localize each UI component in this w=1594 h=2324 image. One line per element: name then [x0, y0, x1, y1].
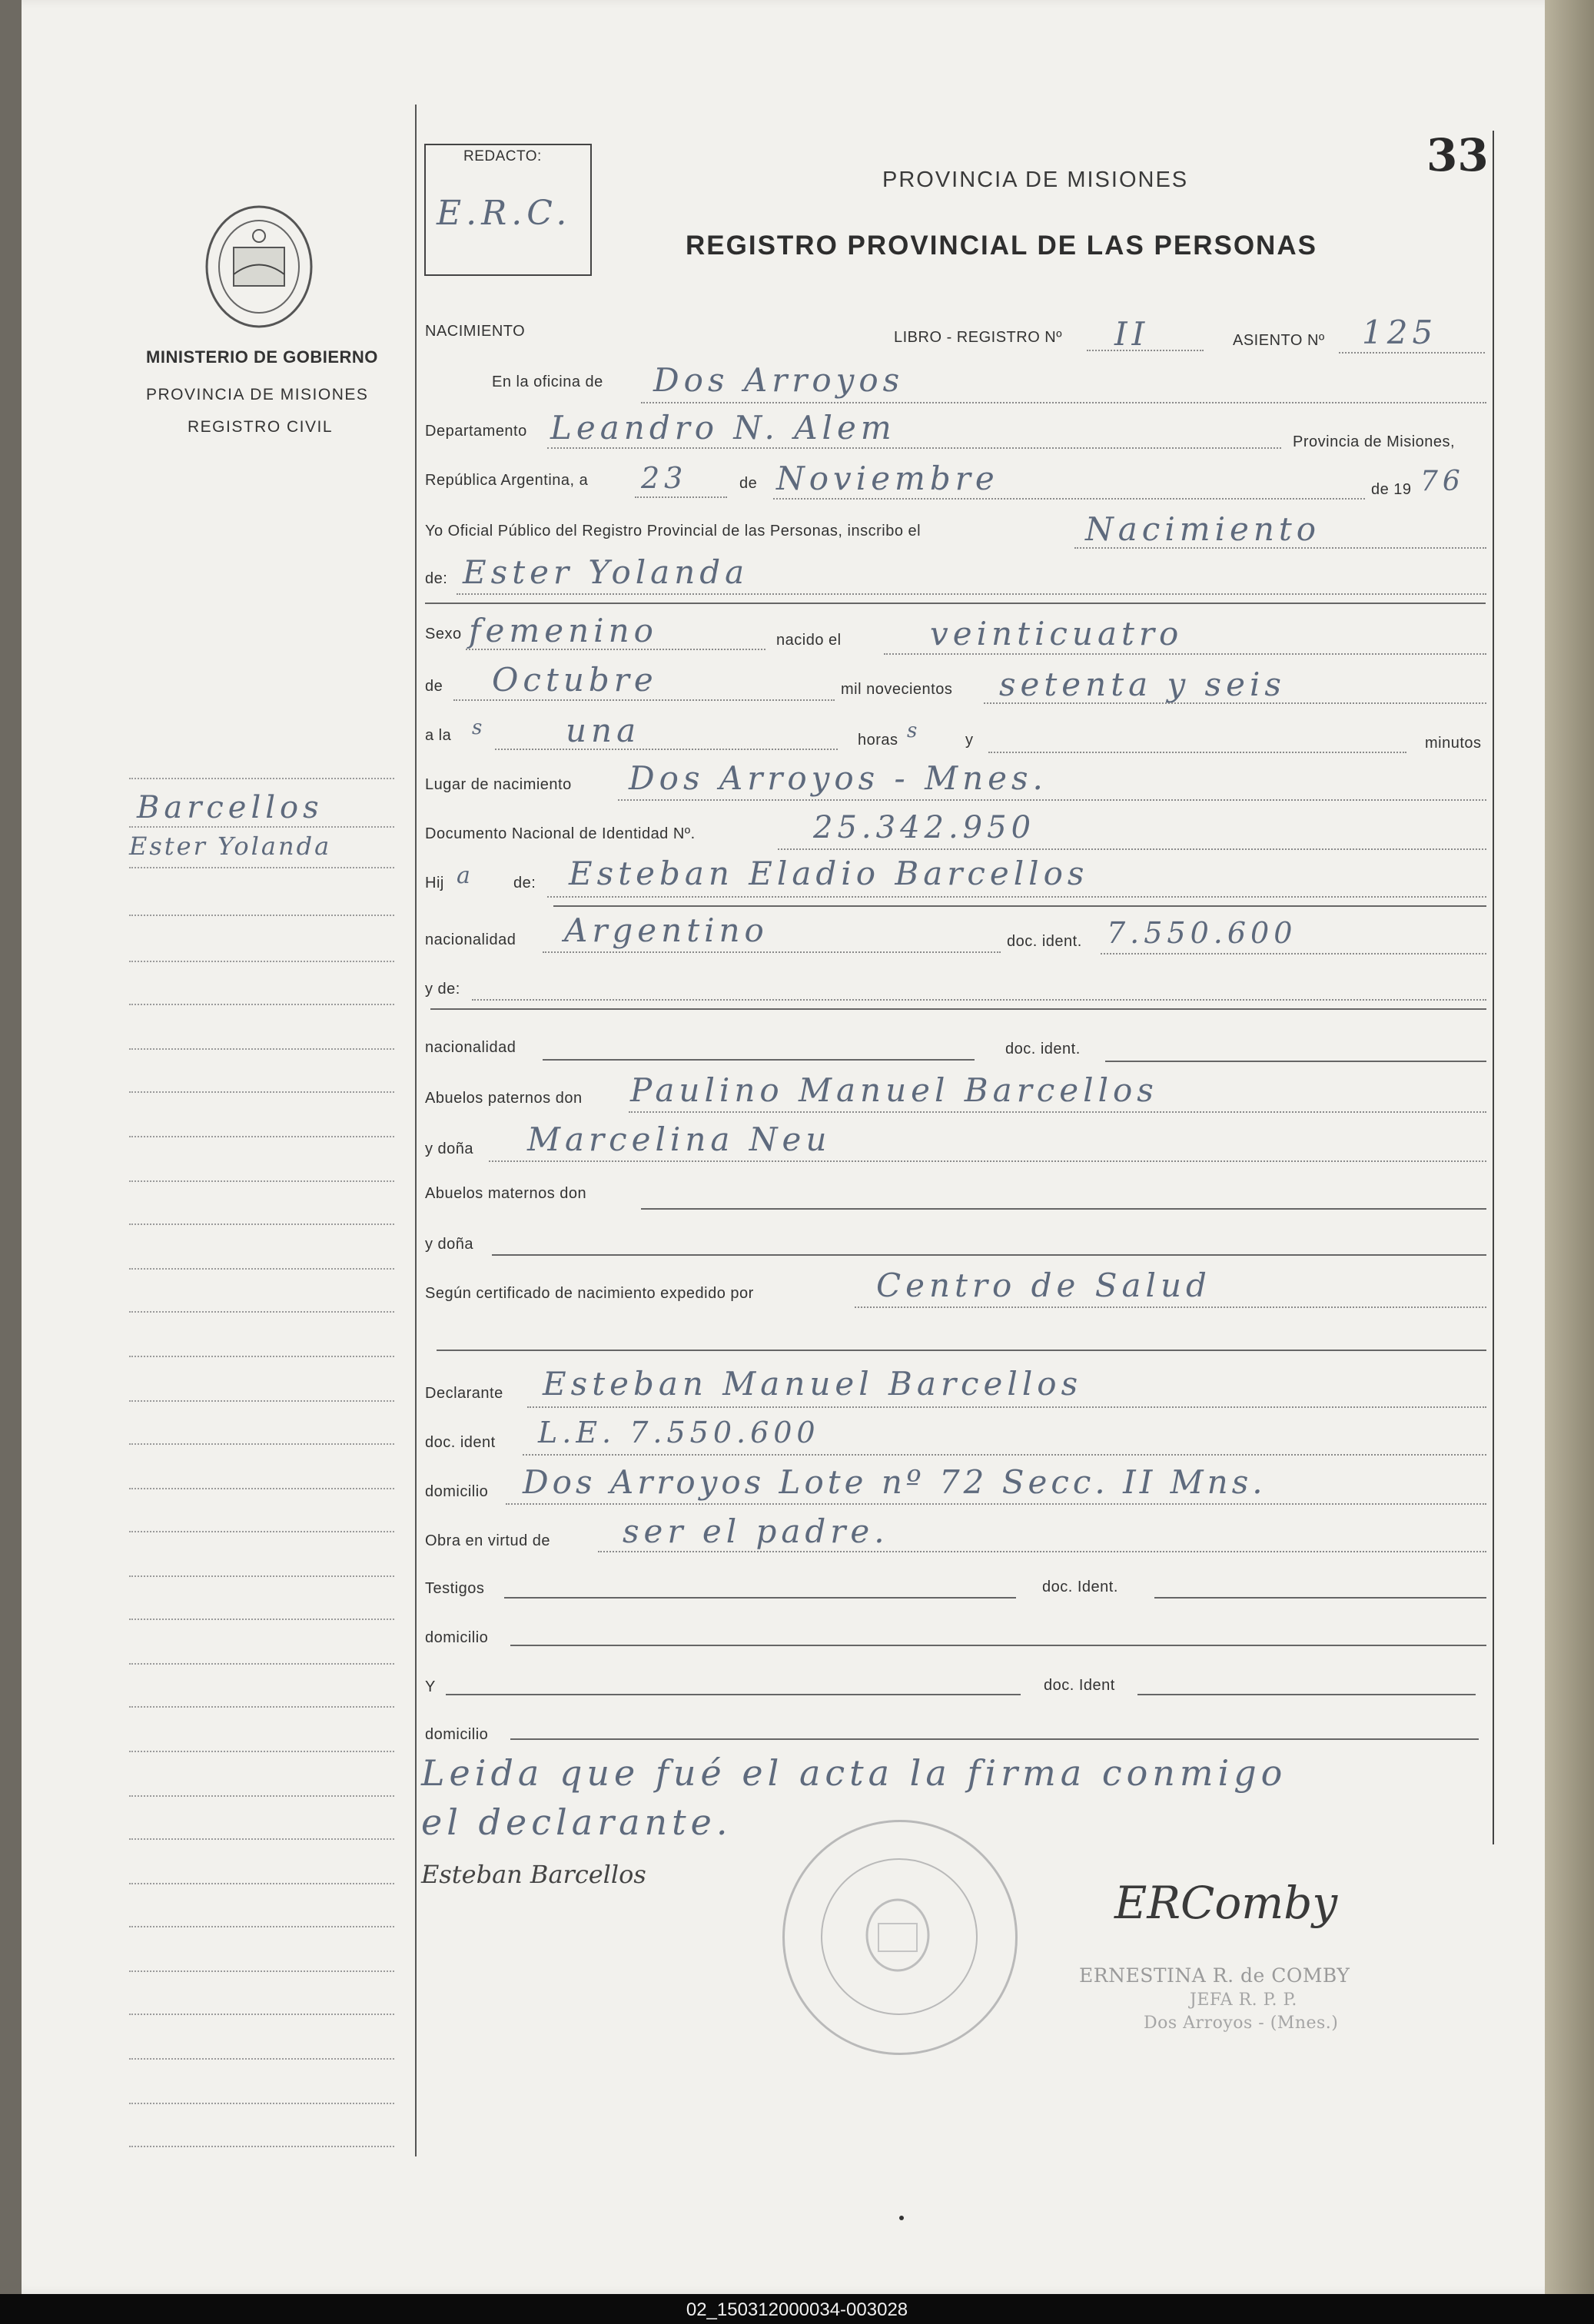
margin-note-given-names: Ester Yolanda: [129, 832, 332, 861]
minutos-line: [988, 752, 1406, 753]
nacionalidad-padre-value: Argentino: [564, 911, 769, 949]
redacto-label: REDACTO:: [463, 148, 542, 164]
hora-line: [495, 749, 838, 750]
dni-label: Documento Nacional de Identidad Nº.: [425, 825, 696, 842]
obra-value: ser el padre.: [623, 1512, 889, 1550]
docident3-label: doc. ident: [425, 1434, 496, 1451]
acto-value: Nacimiento: [1085, 510, 1321, 548]
domicilio-line: [506, 1503, 1486, 1505]
margin-line: [129, 1926, 394, 1927]
nacionalidad-madre-line: [543, 1059, 975, 1061]
yde-label: y de:: [425, 981, 460, 998]
libro-label: LIBRO - REGISTRO Nº: [894, 329, 1063, 346]
oficial-label: Yo Oficial Público del Registro Provincial de las Personas, inscribo el: [425, 523, 922, 540]
right-rule: [1493, 131, 1494, 1844]
anio-label: de 19: [1371, 481, 1412, 498]
nombre-line: [457, 593, 1486, 595]
official-name: ERNESTINA R. de COMBY: [1079, 1964, 1350, 1987]
sexo-label: Sexo: [425, 626, 462, 642]
redacto-initials: E.R.C.: [437, 194, 572, 233]
margin-note-surname: Barcellos: [137, 790, 324, 825]
divider-line: [553, 905, 1486, 907]
image-caption: 02_150312000034-003028: [686, 2299, 908, 2320]
doc-declarante-value: L.E. 7.550.600: [538, 1416, 820, 1449]
margin-line: [129, 1706, 394, 1708]
nacido-label: nacido el: [776, 632, 842, 649]
closing-line-1: Leida que fué el acta la firma conmigo: [421, 1752, 1287, 1794]
page-number: 33: [1426, 129, 1489, 181]
domicilio-label: domicilio: [425, 1483, 489, 1500]
lugar-line: [618, 799, 1486, 801]
padre-line: [547, 896, 1486, 898]
de-label: de: [739, 475, 758, 492]
margin-line: [129, 1136, 394, 1137]
lugar-label: Lugar de nacimiento: [425, 776, 572, 793]
province-heading: PROVINCIA DE MISIONES: [882, 168, 1189, 192]
margin-line: [129, 1795, 394, 1797]
margin-line: [129, 1091, 394, 1093]
doc-madre-line: [1105, 1061, 1486, 1062]
de4-label: de:: [513, 875, 536, 891]
margin-line: [129, 1268, 394, 1270]
abuelos-mat-label: Abuelos maternos don: [425, 1185, 587, 1202]
seal-emblem-icon: [859, 1897, 936, 1974]
margin-line: [129, 2103, 394, 2104]
oficina-label: En la oficina de: [492, 374, 603, 390]
madre-line: [472, 999, 1486, 1001]
abuela-pat-line: [489, 1160, 1486, 1162]
ydona2-label: y doña: [425, 1236, 474, 1253]
ink-dot: [899, 2216, 904, 2220]
horas-label: horas: [858, 732, 898, 749]
registry-title: REGISTRO PROVINCIAL DE LAS PERSONAS: [686, 231, 1317, 261]
divider-line: [430, 1008, 1486, 1010]
y2-label: Y: [425, 1678, 436, 1695]
certificado-label: Según certificado de nacimiento expedido por: [425, 1285, 754, 1302]
abuelos-pat-label: Abuelos paternos don: [425, 1090, 583, 1107]
certificado-value: Centro de Salud: [876, 1267, 1211, 1304]
republica-label: República Argentina, a: [425, 472, 589, 489]
mes-value: Noviembre: [776, 460, 999, 497]
dia-line: [635, 496, 727, 498]
domicilio3-label: domicilio: [425, 1726, 489, 1743]
nacionalidad2-label: nacionalidad: [425, 1039, 516, 1056]
mes-nac-line: [453, 699, 835, 701]
abuelo-pat-value: Paulino Manuel Barcellos: [630, 1071, 1158, 1109]
sexo-value: femenino: [469, 612, 658, 649]
asiento-value: 125: [1362, 314, 1438, 351]
official-title: JEFA R. P. P.: [1190, 1990, 1297, 2010]
provincial-coat-of-arms-emblem: [201, 201, 317, 332]
testigo2-domicilio-line: [510, 1738, 1479, 1740]
margin-line: [129, 1356, 394, 1357]
alas-label: a la: [425, 727, 452, 744]
oficina-line: [641, 402, 1486, 403]
mes-nac-value: Octubre: [492, 661, 658, 699]
lugar-value: Dos Arroyos - Mnes.: [629, 759, 1048, 797]
dia-value: 23: [641, 461, 688, 495]
hora-value: una: [566, 712, 641, 749]
margin-line: [129, 2146, 394, 2147]
y-label: y: [965, 732, 974, 749]
abuela-pat-value: Marcelina Neu: [527, 1120, 832, 1158]
margin-line: [129, 1180, 394, 1182]
asiento-line: [1339, 352, 1485, 354]
docident2-label: doc. ident.: [1005, 1041, 1081, 1057]
provincia-label: Provincia de Misiones,: [1293, 433, 1456, 450]
nacionalidad-padre-line: [543, 951, 1001, 953]
margin-line: [129, 1751, 394, 1752]
declarante-value: Esteban Manuel Barcellos: [543, 1365, 1083, 1403]
obra-label: Obra en virtud de: [425, 1532, 551, 1549]
dia-letras-line: [884, 653, 1486, 655]
margin-line: [129, 1575, 394, 1577]
declarante-line: [527, 1406, 1486, 1408]
docident-label: doc. ident.: [1007, 933, 1082, 950]
margin-line: [129, 1048, 394, 1050]
margin-line: [129, 1618, 394, 1620]
abuelo-pat-line: [629, 1111, 1486, 1113]
asiento-label: ASIENTO Nº: [1233, 332, 1325, 349]
record-type-label: NACIMIENTO: [425, 323, 526, 340]
margin-line: [129, 1663, 394, 1665]
mil-label: mil novecientos: [841, 681, 953, 698]
ministry-label: MINISTERIO DE GOBIERNO: [146, 347, 378, 367]
margin-line: [129, 1883, 394, 1884]
margin-line: [129, 1223, 394, 1225]
anio-value: 76: [1420, 466, 1465, 497]
hija-suffix: a: [457, 862, 473, 889]
hija-label: Hij: [425, 875, 444, 891]
margin-line: [129, 2058, 394, 2060]
abuela-mat-line: [492, 1254, 1486, 1256]
testigo1-line: [504, 1597, 1016, 1599]
margin-line: [129, 1443, 394, 1445]
declarant-signature: Esteban Barcellos: [421, 1860, 646, 1889]
minutos-label: minutos: [1425, 735, 1482, 752]
obra-line: [598, 1551, 1486, 1552]
testigo1-doc-line: [1154, 1597, 1486, 1599]
de3-label: de: [425, 678, 443, 695]
docident4-label: doc. Ident.: [1042, 1579, 1118, 1595]
margin-line: [129, 961, 394, 962]
closing-line-2: el declarante.: [421, 1801, 732, 1843]
anio-letras-value: setenta y seis: [999, 666, 1286, 703]
margin-line: [129, 1004, 394, 1005]
oficina-value: Dos Arroyos: [653, 361, 905, 399]
margin-line: [129, 826, 394, 828]
declarante-label: Declarante: [425, 1385, 503, 1402]
horas-suffix: s: [907, 719, 920, 742]
margin-line: [129, 1400, 394, 1402]
official-place: Dos Arroyos - (Mnes.): [1144, 2014, 1339, 2033]
margin-line: [129, 2014, 394, 2015]
margin-line: [129, 1311, 394, 1313]
nombre-value: Ester Yolanda: [463, 553, 749, 591]
margin-line: [129, 1970, 394, 1972]
mes-line: [773, 498, 1365, 500]
dni-line: [778, 848, 1486, 850]
province-label-left: PROVINCIA DE MISIONES: [146, 386, 369, 403]
testigos-label: Testigos: [425, 1580, 485, 1597]
margin-line: [129, 1838, 394, 1840]
domicilio-value: Dos Arroyos Lote nº 72 Secc. II Mns.: [523, 1463, 1267, 1501]
de2-label: de:: [425, 570, 448, 587]
dni-value: 25.342.950: [813, 810, 1036, 845]
divider-line: [425, 603, 1486, 604]
nacionalidad-label: nacionalidad: [425, 931, 516, 948]
doc-padre-line: [1101, 953, 1486, 954]
testigo2-line: [446, 1694, 1021, 1695]
departamento-label: Departamento: [425, 423, 527, 440]
margin-rule: [415, 105, 417, 2156]
testigo2-doc-line: [1137, 1694, 1476, 1695]
official-signature: ERComby: [1114, 1877, 1338, 1929]
doc-declarante-line: [523, 1454, 1486, 1456]
margin-line: [129, 1531, 394, 1532]
departamento-value: Leandro N. Alem: [550, 409, 896, 447]
libro-value: II: [1114, 315, 1150, 353]
dia-letras-value: veinticuatro: [930, 615, 1184, 652]
margin-line: [129, 1488, 394, 1489]
padre-value: Esteban Eladio Barcellos: [569, 855, 1089, 892]
certificado-line: [855, 1306, 1486, 1308]
abuelo-mat-line: [641, 1208, 1486, 1210]
registry-label-left: REGISTRO CIVIL: [188, 418, 334, 436]
testigo1-domicilio-line: [510, 1645, 1486, 1646]
margin-line: [129, 778, 394, 779]
domicilio2-label: domicilio: [425, 1629, 489, 1646]
ydona-label: y doña: [425, 1140, 474, 1157]
docident5-label: doc. Ident: [1044, 1677, 1115, 1694]
certificado-extra-line: [437, 1350, 1486, 1351]
margin-line: [129, 867, 394, 868]
departamento-line: [547, 447, 1281, 449]
doc-padre-value: 7.550.600: [1107, 916, 1297, 950]
margin-line: [129, 915, 394, 916]
alas-suffix: s: [472, 716, 485, 739]
binding-edge: [1545, 0, 1594, 2294]
